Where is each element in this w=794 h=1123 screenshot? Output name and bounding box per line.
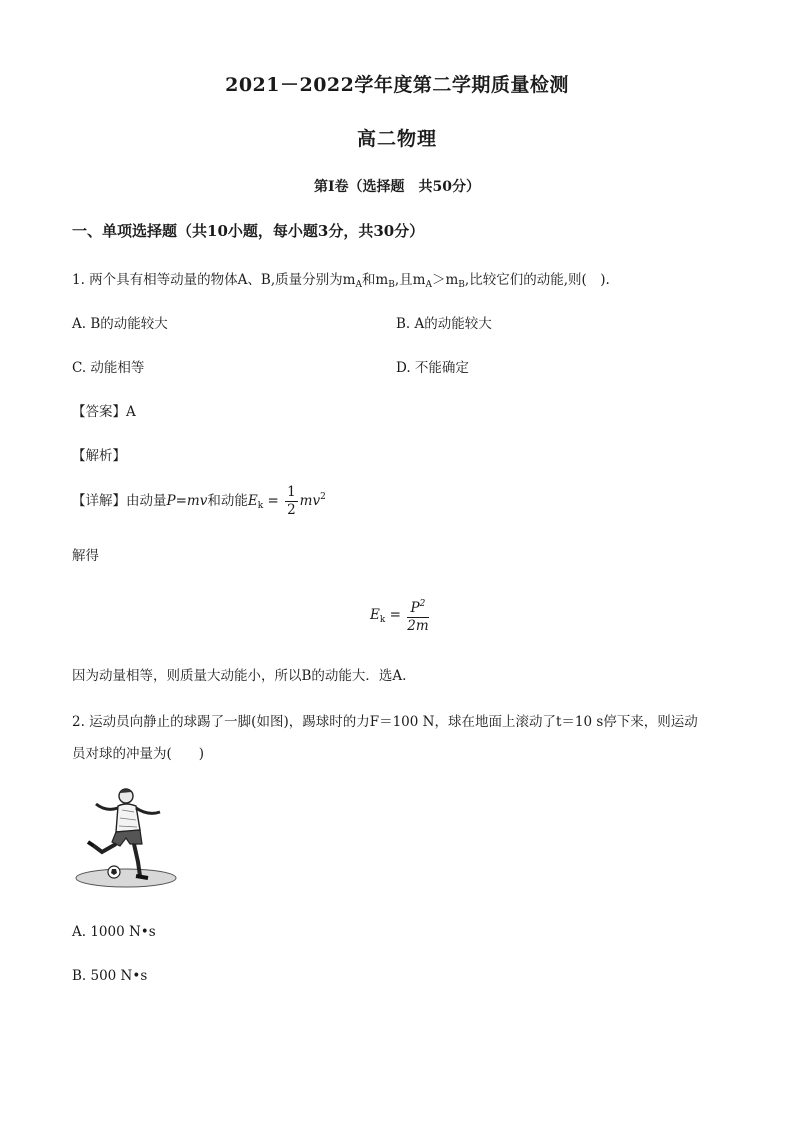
result-p-square: 2 [419,599,426,609]
fraction-numerator: 1 [287,484,296,500]
q1-sub-c: A [425,280,432,290]
detail-text-b: 和动能 [207,493,248,509]
question-2-stem-line1: 2. 运动员向静止的球踢了一脚(如图)，踢球时的力F＝100 N，球在地面上滚动了t＝10 s停下来，则运动 [72,714,698,730]
q1-sub-b: B [388,280,395,290]
result-p: P [410,600,420,616]
q1-result-formula [370,596,431,635]
q1-solve-label: 解得 [72,548,99,564]
result-denominator: 2m [407,618,429,634]
q1-option-c: C. 动能相等 [72,360,145,376]
result-equals: = [385,607,406,623]
result-fraction [407,596,428,635]
q1-option-d: D. 不能确定 [396,360,469,376]
mv-term: mv [299,493,321,509]
q2-option-a: A. 1000 N•s [72,924,156,940]
equals-sign: = [263,493,284,509]
result-ek-symbol: E [370,607,380,623]
detail-text-a: 由动量 [126,493,167,509]
fraction-denominator: 2 [287,502,296,518]
exam-title: 2021－2022学年度第二学期质量检测 [225,74,569,96]
q1-answer [72,400,136,420]
mv-square: 2 [320,492,326,502]
momentum-formula: P=mv [166,493,208,509]
ek-symbol: E [247,493,258,509]
q1-analysis-tag [72,444,126,464]
q1-option-a: A. B的动能较大 [72,316,168,332]
q1-detail [72,484,326,519]
question-1-stem [72,268,610,290]
subject-title: 高二物理 [356,128,437,150]
analysis-tag: 【解析】 [72,448,126,464]
volume-heading: 第Ⅰ卷（选择题 共50分） [313,179,481,195]
result-ek-subscript: k [379,615,386,625]
q2-option-b: B. 500 N•s [72,968,148,984]
answer-value: A [126,404,136,420]
half-fraction [285,484,298,519]
q1-sub-a: A [355,280,362,290]
q1-text-e: ,比较它们的动能,则( ). [464,272,610,288]
q1-text-d: ＞m [431,272,459,288]
section-heading: 一、单项选择题（共10小题，每小题3分，共30分） [72,222,425,240]
answer-tag: 【答案】 [72,404,126,420]
q1-sub-d: B [458,280,465,290]
detail-tag: 【详解】 [72,493,126,509]
result-numerator [407,596,428,618]
q1-text-b: 和m [361,272,389,288]
ek-subscript: k [257,501,264,511]
question-2-stem-line2: 员对球的冲量为( ) [72,746,205,762]
q1-option-b: B. A的动能较大 [396,316,492,332]
q1-text-c: ,且m [394,272,426,288]
soccer-player-icon [74,782,178,892]
q1-conclusion: 因为动量相等，则质量大动能小，所以B的动能大．选A. [72,668,407,684]
q1-text-a: 1. 两个具有相等动量的物体A、B,质量分别为m [72,272,356,288]
